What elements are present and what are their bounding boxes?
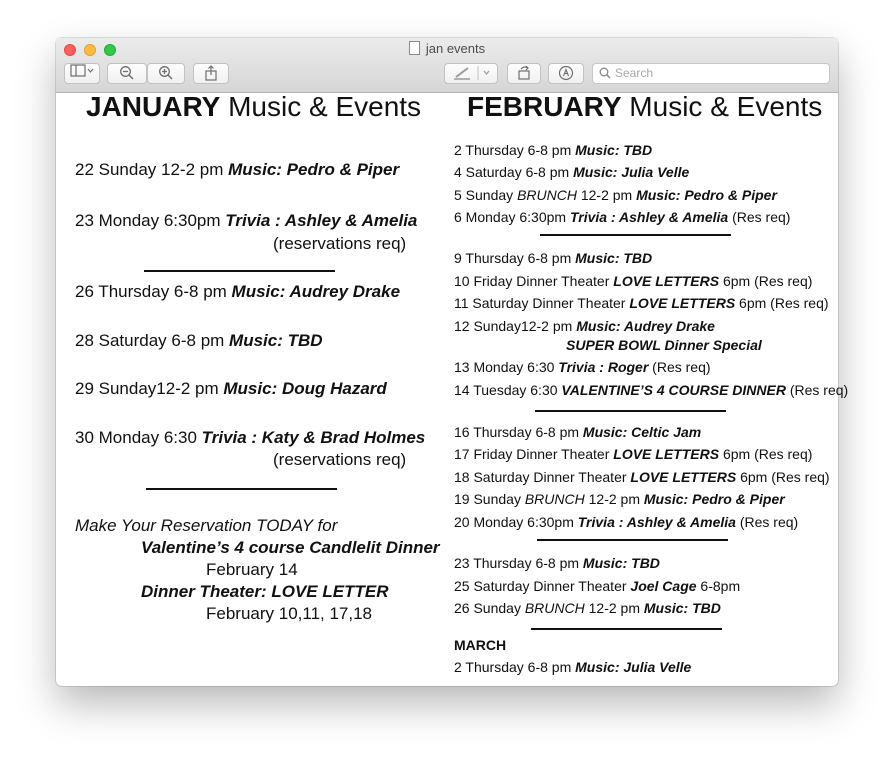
jan-divider-1 — [144, 270, 335, 272]
promo-line-1: Make Your Reservation TODAY for — [75, 516, 338, 535]
feb-event-11: 11 Saturday Dinner Theater LOVE LETTERS 6pm (Res req) — [454, 295, 829, 311]
feb-event-17: 17 Friday Dinner Theater LOVE LETTERS 6pm (Res req) — [454, 446, 813, 462]
feb-event-20: 20 Monday 6:30pm Trivia : Ashley & Amelia (Res req) — [454, 514, 799, 530]
jan-event-30-note: (reservations req) — [273, 450, 407, 469]
jan-event-28: 28 Saturday 6-8 pm Music: TBD — [75, 331, 323, 350]
zoom-in-icon — [158, 65, 174, 81]
feb-event-6: 6 Monday 6:30pm Trivia : Ashley & Amelia (Res req) — [454, 209, 791, 225]
feb-event-4: 4 Saturday 6-8 pm Music: Julia Velle — [454, 164, 690, 180]
feb-event-10: 10 Friday Dinner Theater LOVE LETTERS 6pm (Res req) — [454, 273, 813, 289]
window-title — [56, 41, 838, 56]
zoom-out-icon — [119, 65, 135, 81]
feb-event-13: 13 Monday 6:30 Trivia : Roger (Res req) — [454, 359, 711, 375]
search-placeholder: Search — [615, 66, 654, 80]
february-title — [467, 91, 822, 123]
markup-pen-button[interactable] — [444, 63, 498, 84]
zoom-out-button[interactable] — [107, 63, 147, 84]
window-title-text: jan events — [425, 41, 486, 56]
feb-divider-1 — [540, 234, 731, 236]
february-title-month: FEBRUARY — [467, 91, 622, 122]
feb-event-5: 5 Sunday BRUNCH 12-2 pm Music: Pedro & Piper — [454, 187, 777, 203]
feb-event-23: 23 Thursday 6-8 pm Music: TBD — [454, 555, 660, 571]
jan-event-30: 30 Monday 6:30 Trivia : Katy & Brad Holmes — [75, 428, 426, 447]
promo-line-5: February 10,11, 17,18 — [206, 604, 373, 623]
january-title — [86, 91, 421, 123]
document-page — [56, 91, 849, 686]
promo-line-4: Dinner Theater: LOVE LETTER — [141, 582, 389, 601]
feb-event-19: 19 Sunday BRUNCH 12-2 pm Music: Pedro & Piper — [454, 491, 785, 507]
promo-line-3: February 14 — [206, 560, 298, 579]
sidebar-icon — [70, 64, 94, 78]
february-title-rest: Music & Events — [621, 91, 823, 122]
rotate-icon — [516, 65, 532, 81]
jan-event-23: 23 Monday 6:30pm Trivia : Ashley & Amelia — [75, 211, 418, 230]
zoom-in-button[interactable] — [147, 63, 185, 84]
feb-divider-3 — [537, 539, 728, 541]
preview-window — [56, 38, 849, 686]
jan-event-22: 22 Sunday 12-2 pm Music: Pedro & Piper — [75, 160, 400, 179]
feb-event-2: 2 Thursday 6-8 pm Music: TBD — [454, 142, 653, 158]
january-title-rest: Music & Events — [220, 91, 422, 122]
document-icon — [409, 41, 420, 55]
jan-event-23-note: (reservations req) — [273, 234, 407, 253]
feb-event-16: 16 Thursday 6-8 pm Music: Celtic Jam — [454, 424, 702, 440]
share-button[interactable] — [193, 63, 229, 84]
january-title-month: JANUARY — [86, 91, 221, 122]
rotate-button[interactable] — [507, 63, 541, 84]
search-field[interactable] — [592, 63, 830, 84]
feb-event-26: 26 Sunday BRUNCH 12-2 pm Music: TBD — [454, 600, 721, 616]
feb-event-12-special: SUPER BOWL Dinner Special — [566, 337, 762, 353]
jan-divider-2 — [146, 488, 337, 490]
feb-divider-2 — [535, 410, 726, 412]
promo-line-2: Valentine’s 4 course Candlelit Dinner — [141, 538, 440, 557]
feb-event-9: 9 Thursday 6-8 pm Music: TBD — [454, 250, 653, 266]
feb-event-25: 25 Saturday Dinner Theater Joel Cage 6-8pm — [454, 578, 741, 594]
jan-event-26: 26 Thursday 6-8 pm Music: Audrey Drake — [75, 282, 401, 301]
feb-divider-4 — [531, 628, 722, 630]
march-event-2: 2 Thursday 6-8 pm Music: Julia Velle — [454, 659, 692, 675]
share-icon — [204, 65, 218, 81]
march-heading: MARCH — [454, 637, 507, 653]
jan-event-29: 29 Sunday12-2 pm Music: Doug Hazard — [75, 379, 387, 398]
markup-toolbar-button[interactable] — [548, 63, 584, 84]
feb-event-12: 12 Sunday12-2 pm Music: Audrey Drake — [454, 318, 715, 334]
search-icon — [599, 67, 611, 79]
feb-event-18: 18 Saturday Dinner Theater LOVE LETTERS 6pm (Res req) — [454, 469, 830, 485]
markup-icon — [558, 65, 574, 81]
feb-event-14: 14 Tuesday 6:30 VALENTINE’S 4 COURSE DINNER (Res req) — [454, 382, 849, 398]
title-bar — [56, 38, 838, 93]
sidebar-toggle-button[interactable] — [64, 63, 100, 84]
pen-icon — [448, 66, 494, 80]
